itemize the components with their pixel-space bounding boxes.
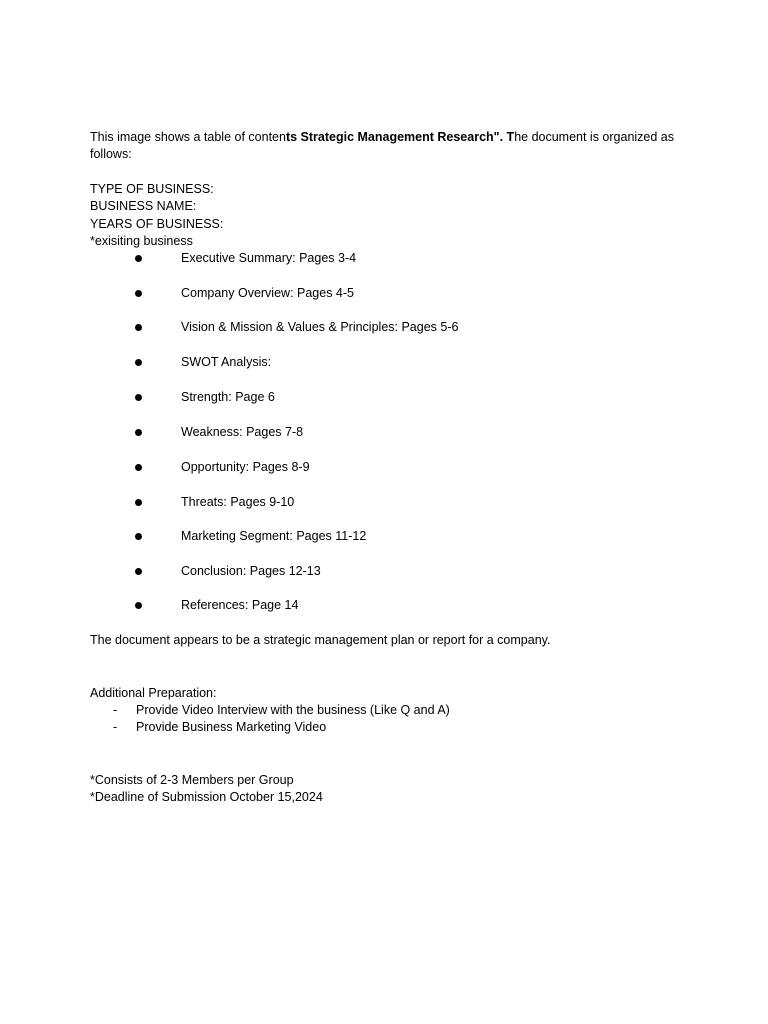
- preparation-item-label: Provide Video Interview with the business (Like Q and A): [136, 703, 450, 717]
- bullet-icon: [135, 568, 142, 575]
- toc-item-label: References: Page 14: [181, 598, 299, 612]
- dash-marker: -: [113, 720, 118, 734]
- intro-text-end: he document is organized as follows:: [90, 130, 675, 161]
- toc-item-label: Marketing Segment: Pages 11-12: [181, 529, 367, 543]
- dash-marker: -: [113, 703, 118, 717]
- business-name-label: BUSINESS NAME:: [90, 199, 197, 213]
- toc-item-label: Vision & Mission & Values & Principles: Pages 5-6: [181, 320, 459, 334]
- intro-bold-title: ts Strategic Management Research". T: [285, 130, 515, 144]
- bullet-icon: [135, 359, 142, 366]
- toc-item-label: SWOT Analysis:: [181, 355, 272, 369]
- type-of-business-label: TYPE OF BUSINESS:: [90, 182, 214, 196]
- bullet-icon: [135, 324, 142, 331]
- additional-preparation-heading: Additional Preparation:: [90, 686, 217, 700]
- bullet-icon: [135, 464, 142, 471]
- summary-sentence: The document appears to be a strategic management plan or report for a company.: [90, 633, 551, 647]
- years-of-business-label: YEARS OF BUSINESS:: [90, 217, 224, 231]
- existing-business-note: *exisiting business: [90, 234, 193, 248]
- toc-item-label: Threats: Pages 9-10: [181, 495, 295, 509]
- toc-item-label: Conclusion: Pages 12-13: [181, 564, 321, 578]
- toc-item-label: Executive Summary: Pages 3-4: [181, 251, 357, 265]
- toc-item-label: Opportunity: Pages 8-9: [181, 460, 310, 474]
- bullet-icon: [135, 394, 142, 401]
- bullet-icon: [135, 429, 142, 436]
- toc-item-label: Strength: Page 6: [181, 390, 275, 404]
- intro-paragraph: [90, 129, 680, 163]
- preparation-item-label: Provide Business Marketing Video: [136, 720, 327, 734]
- deadline-note: *Deadline of Submission October 15,2024: [90, 790, 323, 804]
- bullet-icon: [135, 499, 142, 506]
- bullet-icon: [135, 533, 142, 540]
- toc-item-label: Company Overview: Pages 4-5: [181, 286, 354, 300]
- bullet-icon: [135, 290, 142, 297]
- intro-text-start: This image shows a table of conten: [90, 130, 286, 144]
- bullet-icon: [135, 602, 142, 609]
- toc-item-label: Weakness: Pages 7-8: [181, 425, 304, 439]
- group-size-note: *Consists of 2-3 Members per Group: [90, 773, 294, 787]
- bullet-icon: [135, 255, 142, 262]
